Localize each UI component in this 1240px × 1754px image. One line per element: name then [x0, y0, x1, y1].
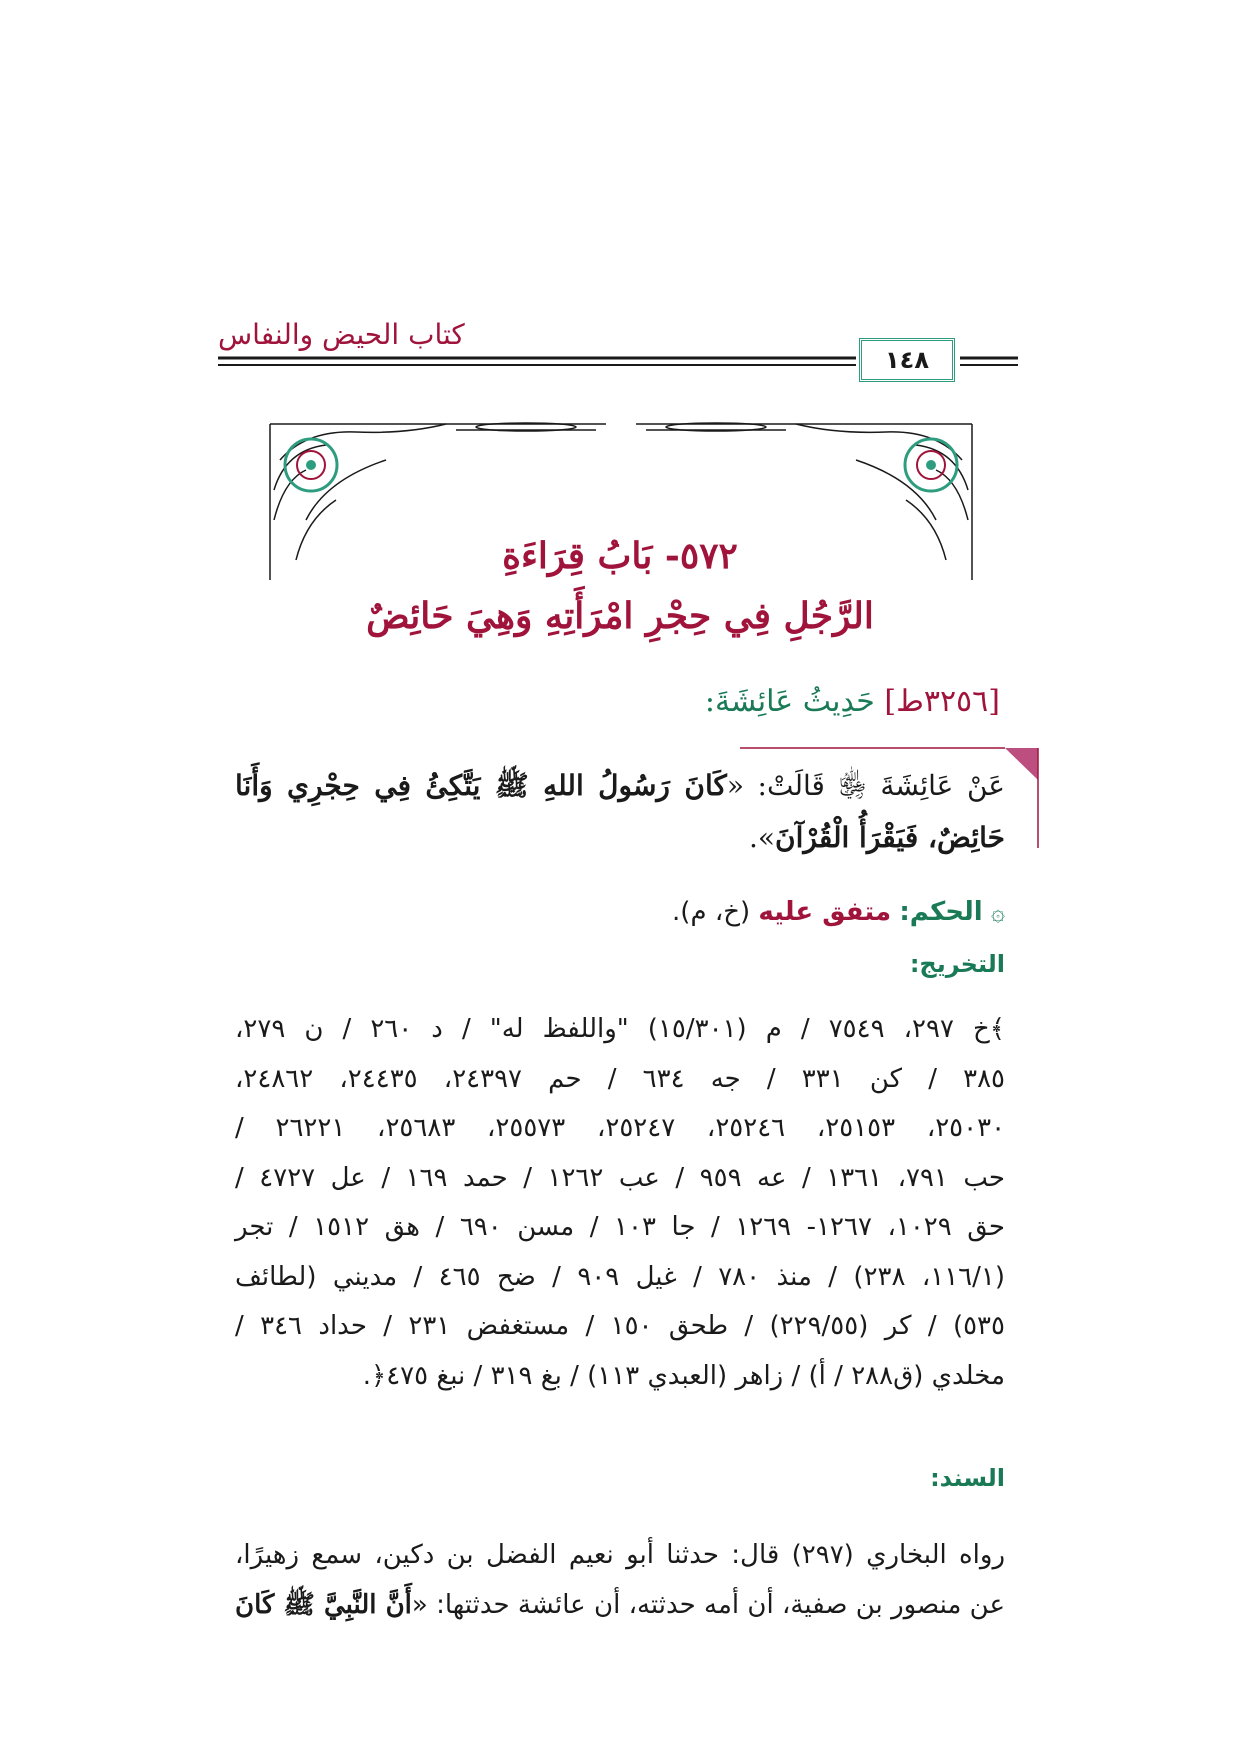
takhrij-line: ﴾خ ٢٩٧، ٧٥٤٩ / م (١٥/٣٠١) "واللفظ له" / د ٢٦٠ / ن ٢٧٩،: [235, 1014, 1005, 1044]
sanad-line-2-plain: عن منصور بن صفية، أن أمه حدثته، أن عائشة حدثتها: «: [411, 1590, 1005, 1620]
takhrij-line: حب ٧٩١، ١٣٦١ / عه ٩٥٩ / عب ١٢٦٢ / حمد ١٦٩ / عل ٤٧٢٧ /: [235, 1162, 1006, 1193]
takhrij-line: ٣٨٥ / كن ٣٣١ / جه ٦٣٤ / حم ٢٤٣٩٧، ٢٤٤٣٥، ٢٤٨٦٢،: [235, 1063, 1006, 1094]
hadith-reference: [٣٢٥٦ط]: [884, 684, 1000, 719]
takhrij-line: ٢٥٠٣٠، ٢٥١٥٣، ٢٥٢٤٦، ٢٥٢٤٧، ٢٥٥٧٣، ٢٥٦٨٣، ٢٦٢٢١ /: [235, 1113, 1006, 1143]
ruling-value: متفق عليه: [758, 897, 892, 927]
ruling-sources: (خ، م).: [672, 897, 751, 927]
takhrij-body: [235, 1005, 1005, 1401]
flower-icon: ۞: [990, 898, 1005, 926]
hadith-heading-text: حَدِيثُ عَائِشَةَ:: [704, 684, 875, 719]
ruling-label: الحكم:: [899, 897, 983, 927]
running-header-title: كتاب الحيض والنفاس: [218, 318, 465, 351]
sanad-line-1: رواه البخاري (٢٩٧) قال: حدثنا أبو نعيم الفضل بن دكين، سمع زهيرًا،: [235, 1540, 1005, 1570]
ornament-top-bars: [446, 423, 796, 431]
takhrij-label: التخريج:: [909, 950, 1005, 978]
ruling-line: [235, 890, 1005, 934]
hadith-opening: عَنْ عَائِشَةَ ﵂ قَالَتْ: «: [726, 769, 1005, 802]
page-number: ١٤٨: [885, 346, 929, 374]
chapter-title: ٥٧٢- بَابُ قِرَاءَةِ: [502, 535, 738, 577]
takhrij-line: ٥٣٥) / كر (٢٢٩/٥٥) / طحق ١٥٠ / مستغفض ٢٣١ / حداد ٣٤٦ /: [235, 1311, 1005, 1341]
sanad-body: [235, 1530, 1005, 1630]
hadith-text: [235, 760, 1005, 864]
chapter-subtitle: الرَّجُلِ فِي حِجْرِ امْرَأَتِهِ وَهِيَ حَائِضٌ: [366, 595, 874, 637]
hadith-closing: ».: [749, 821, 776, 854]
takhrij-line: مخلدي (ق٢٨٨ / أ) / زاهر (العبدي ١١٣) / بغ ٣١٩ / نبغ ٤٧٥﴿.: [362, 1360, 1005, 1391]
sanad-line-2: [235, 1580, 1005, 1630]
sanad-label: السند:: [930, 1464, 1005, 1492]
page-number-box: [859, 338, 955, 382]
takhrij-line: حق ١٠٢٩، ١٢٦٧- ١٢٦٩ / جا ١٠٣ / مسن ٦٩٠ / هق ١٥١٢ / تجر: [235, 1212, 1006, 1242]
takhrij-line: (١١٦/١، ٢٣٨) / منذ ٧٨٠ / غيل ٩٠٩ / ضح ٤٦٥ / مديني (لطائف: [235, 1261, 1006, 1292]
sanad-line-2-bold: أَنَّ النَّبِيَّ ﷺ كَانَ: [235, 1590, 412, 1620]
hadith-heading: [300, 680, 1000, 724]
hadith-matn: كَانَ رَسُولُ اللهِ ﷺ يَتَّكِئُ فِي حِجْرِي وَأَنَا حَائِضٌ، فَيَقْرَأُ الْقُرْآنَ: [235, 769, 1005, 854]
